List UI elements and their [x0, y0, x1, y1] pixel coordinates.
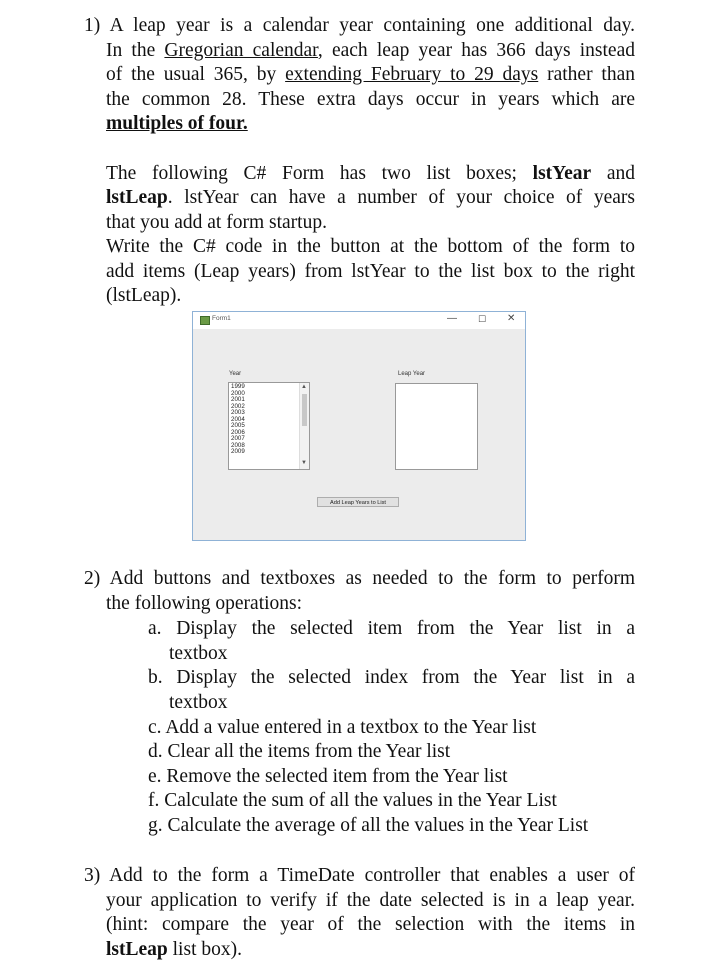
q2-item-a-line-1: a. Display the selected item from the Year list in a: [148, 618, 635, 639]
lstyear-scrollbar[interactable]: [299, 383, 309, 469]
close-icon[interactable]: ✕: [507, 313, 516, 324]
year-list-item[interactable]: 2009: [231, 448, 245, 455]
year-list-item[interactable]: 2006: [231, 428, 245, 436]
leap-year-label: Leap Year: [398, 371, 426, 377]
year-list-item[interactable]: 2008: [231, 441, 245, 449]
q1-line-2: In the Gregorian calendar, each leap year has 366 days instead: [106, 39, 635, 61]
scroll-down-icon[interactable]: ▼: [301, 460, 307, 466]
february-link[interactable]: extending February to 29 days: [285, 64, 539, 86]
q2-item-f: f. Calculate the sum of all the values in the Year List: [148, 790, 557, 812]
form-app-icon: [200, 316, 210, 325]
year-list-item[interactable]: 2007: [231, 435, 245, 442]
q1-p2-line-4: Write the C# code in the button at the bottom of the form to: [106, 236, 635, 258]
question-1-body: [106, 39, 635, 137]
question-3-body: [106, 889, 635, 963]
q2-item-b: [148, 666, 635, 691]
q1-p2-line-5: add items (Leap years) from lstYear to the list box to the right: [106, 260, 635, 282]
q2-item-a-line-2: textbox: [169, 642, 228, 664]
q1-line-4: the common 28. These extra days occur in years which are: [106, 88, 635, 110]
q2-item-a-cont: [169, 642, 635, 667]
q2-line-2: the following operations:: [106, 592, 303, 614]
q2-items-c-g: [148, 716, 635, 839]
year-label: Year: [229, 371, 242, 377]
year-list-item[interactable]: 2001: [231, 396, 245, 403]
year-list-item[interactable]: 1999: [231, 383, 245, 390]
q2-item-b-cont: [169, 691, 635, 716]
q1-line-5: multiples of four.: [106, 113, 248, 135]
year-list-item[interactable]: 2003: [231, 409, 245, 416]
q1-p2-line-1: The following C# Form has two list boxes; lstYear and: [106, 162, 636, 184]
lstyear-items: [231, 384, 245, 456]
q1-line-3: of the usual 365, by extending February to 29 days rather than: [106, 64, 635, 86]
gregorian-link[interactable]: Gregorian calendar: [164, 39, 318, 61]
year-list-item[interactable]: 2005: [231, 422, 245, 429]
year-list-item[interactable]: 2002: [231, 402, 245, 410]
q1-p2-line-3: that you add at form startup.: [106, 211, 327, 233]
year-list-item[interactable]: 2000: [231, 389, 245, 397]
q2-line-1: 2) Add buttons and textboxes as needed to the form to perform: [84, 568, 635, 589]
q2-item-e: e. Remove the selected item from the Year list: [148, 765, 508, 787]
q3-line-4: lstLeap list box).: [106, 938, 242, 960]
minimize-icon[interactable]: —: [447, 313, 457, 324]
q3-line-2: your application to verify if the date selected is in a leap year.: [106, 889, 635, 911]
scroll-thumb[interactable]: [302, 394, 307, 426]
year-list-item[interactable]: 2004: [231, 415, 245, 423]
question-2-intro: [106, 592, 635, 617]
q2-item-d: d. Clear all the items from the Year list: [148, 741, 451, 763]
lstleap-listbox[interactable]: [395, 383, 478, 470]
form1-title: Form1: [212, 315, 231, 322]
add-leap-years-button[interactable]: Add Leap Years to List: [317, 497, 399, 507]
question-2: [84, 567, 635, 592]
q2-item-b-line-1: b. Display the selected index from the Year list in a: [148, 667, 635, 688]
question-3: [84, 864, 635, 889]
q2-item-b-line-2: textbox: [169, 691, 228, 713]
q1-p2-line-6: (lstLeap).: [106, 285, 182, 307]
q2-item-g: g. Calculate the average of all the values in the Year List: [148, 814, 589, 836]
q1-line-1: 1) A leap year is a calendar year containing one additional day.: [84, 15, 635, 36]
scroll-up-icon[interactable]: ▲: [301, 384, 307, 390]
question-1-form-description: [106, 162, 635, 310]
maximize-icon[interactable]: ☐: [478, 314, 487, 324]
q2-item-a: [148, 617, 635, 642]
q3-line-3: (hint: compare the year of the selection with the items in: [106, 914, 635, 936]
form1-titlebar: [193, 312, 525, 329]
q2-item-c: c. Add a value entered in a textbox to the Year list: [148, 716, 537, 738]
q1-p2-line-2: lstLeap. lstYear can have a number of your choice of years: [106, 187, 635, 209]
form1-window: [192, 311, 526, 541]
lstyear-listbox[interactable]: [228, 382, 310, 470]
q3-line-1: 3) Add to the form a TimeDate controller that enables a user of: [84, 865, 635, 886]
question-1: [84, 14, 635, 39]
